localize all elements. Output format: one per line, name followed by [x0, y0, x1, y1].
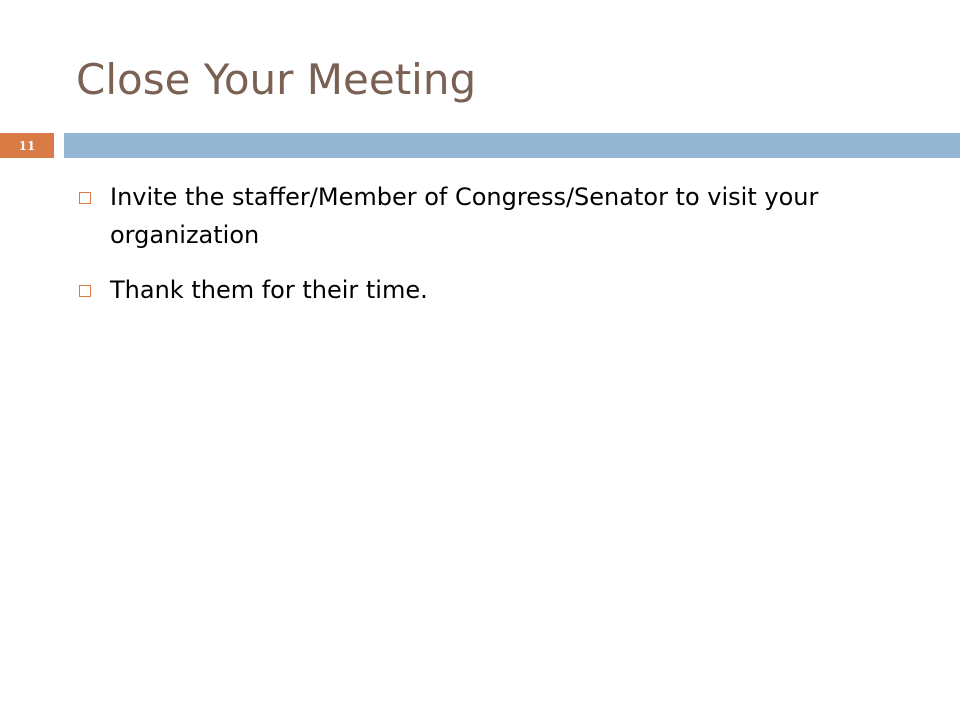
hollow-square-bullet-icon: [79, 285, 91, 297]
slide-title: Close Your Meeting: [76, 55, 477, 104]
bullet-list: [76, 178, 896, 326]
slide-number: 11: [18, 138, 36, 153]
bullet-text: Invite the staffer/Member of Congress/Senator to visit your organization: [110, 183, 819, 249]
slide-number-badge: [0, 133, 54, 158]
bullet-text: Thank them for their time.: [110, 276, 428, 304]
title-divider-bar: [64, 133, 960, 158]
hollow-square-bullet-icon: [79, 192, 91, 204]
list-item: [76, 271, 896, 309]
list-item: [76, 178, 896, 254]
